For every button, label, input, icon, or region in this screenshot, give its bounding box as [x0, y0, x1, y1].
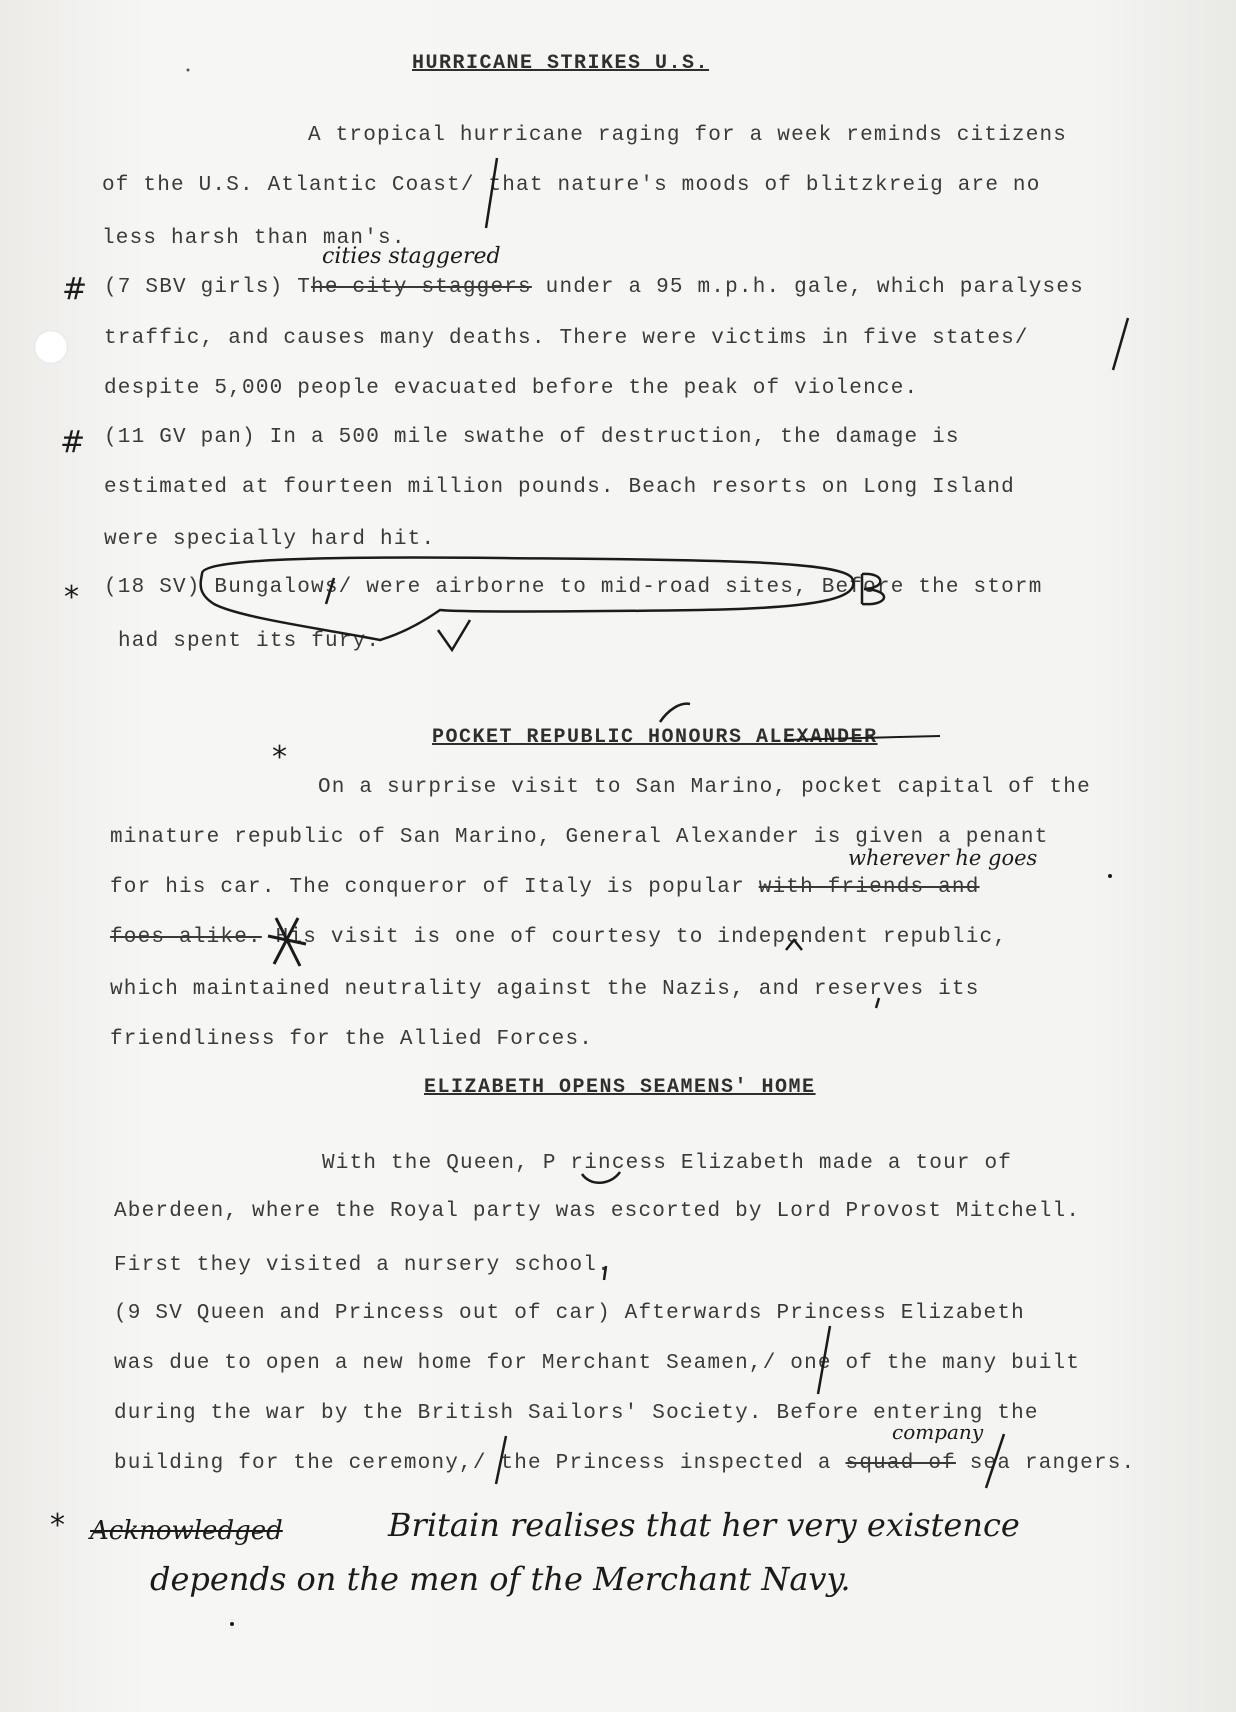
text-line-15b: His visit is one of courtesy to independent republic,: [261, 926, 1008, 949]
text-line-2: of the U.S. Atlantic Coast/ that nature's moods of blitzkreig are no: [102, 174, 1041, 197]
text-line-23: during the war by the British Sailors' Society. Before entering the: [114, 1402, 1039, 1425]
handwritten-wherever-he-goes: wherever he goes: [848, 846, 1038, 870]
text-line-7: (11 GV pan) In a 500 mile swathe of destruction, the damage is: [104, 426, 960, 449]
struck-text-squad-of: squad of: [845, 1452, 956, 1475]
struck-text-with-friends-and: with friends and: [758, 876, 980, 899]
text-line-14a: for his car. The conqueror of Italy is popular: [110, 876, 759, 899]
text-line-6: despite 5,000 people evacuated before the peak of violence.: [104, 377, 919, 400]
star-mark-1: *: [64, 580, 79, 615]
text-line-22: was due to open a new home for Merchant Seamen,/ one of the many built: [114, 1352, 1081, 1375]
star-mark-3: *: [50, 1508, 65, 1543]
text-line-24a: building for the ceremony,/ the Princess inspected a: [114, 1452, 846, 1475]
text-line-13: minature republic of San Marino, General Alexander is given a penant: [110, 826, 1049, 849]
heading-hurricane: HURRICANE STRIKES U.S.: [412, 52, 710, 75]
hash-mark-2: #: [60, 425, 86, 460]
handwritten-closing-line-1: Britain realises that her very existence: [388, 1506, 1020, 1544]
handwritten-closing-line-2: depends on the men of the Merchant Navy.: [150, 1560, 851, 1598]
text-line-4a: (7 SBV girls) T: [104, 276, 312, 299]
text-line-5: traffic, and causes many deaths. There were victims in five states/: [104, 327, 1029, 350]
heading-pocket-republic: POCKET REPUBLIC HONOURS ALEXANDER: [432, 726, 878, 749]
hash-mark-1: #: [62, 272, 88, 307]
struck-text-the-city-staggers: he city staggers: [311, 276, 532, 299]
text-line-20: First they visited a nursery school.: [114, 1254, 611, 1277]
text-line-8: estimated at fourteen million pounds. Beach resorts on Long Island: [104, 476, 1015, 499]
handwritten-company: company: [892, 1420, 984, 1444]
text-line-16: which maintained neutrality against the Nazis, and reserves its: [110, 978, 980, 1001]
text-line-12: On a surprise visit to San Marino, pocket capital of the: [318, 776, 1091, 799]
text-line-17: friendliness for the Allied Forces.: [110, 1028, 594, 1051]
heading-seamens-home: ELIZABETH OPENS SEAMENS' HOME: [424, 1076, 816, 1099]
text-line-21: (9 SV Queen and Princess out of car) Afterwards Princess Elizabeth: [114, 1302, 1025, 1325]
struck-text-foes-alike: foes alike.: [110, 926, 262, 949]
text-line-9: were specially hard hit.: [104, 528, 436, 551]
star-mark-2: *: [272, 740, 287, 775]
text-line-18: With the Queen, P rincess Elizabeth made a tour of: [322, 1152, 1013, 1175]
text-line-24c: sea rangers.: [955, 1452, 1136, 1475]
struck-handwritten-acknowledged: Acknowledged: [90, 1516, 283, 1546]
text-line-10: (18 SV) Bungalows/ were airborne to mid-road sites, Before the storm: [104, 576, 1043, 599]
text-line-3: less harsh than man's.: [102, 227, 406, 250]
text-line-11: had spent its fury.: [118, 630, 381, 653]
text-line-4c: under a 95 m.p.h. gale, which paralyses: [531, 276, 1084, 299]
handwritten-cities-staggered: cities staggered: [322, 244, 501, 269]
text-line-19: Aberdeen, where the Royal party was escorted by Lord Provost Mitchell.: [114, 1200, 1081, 1223]
text-line-1: A tropical hurricane raging for a week reminds citizens: [308, 124, 1068, 147]
